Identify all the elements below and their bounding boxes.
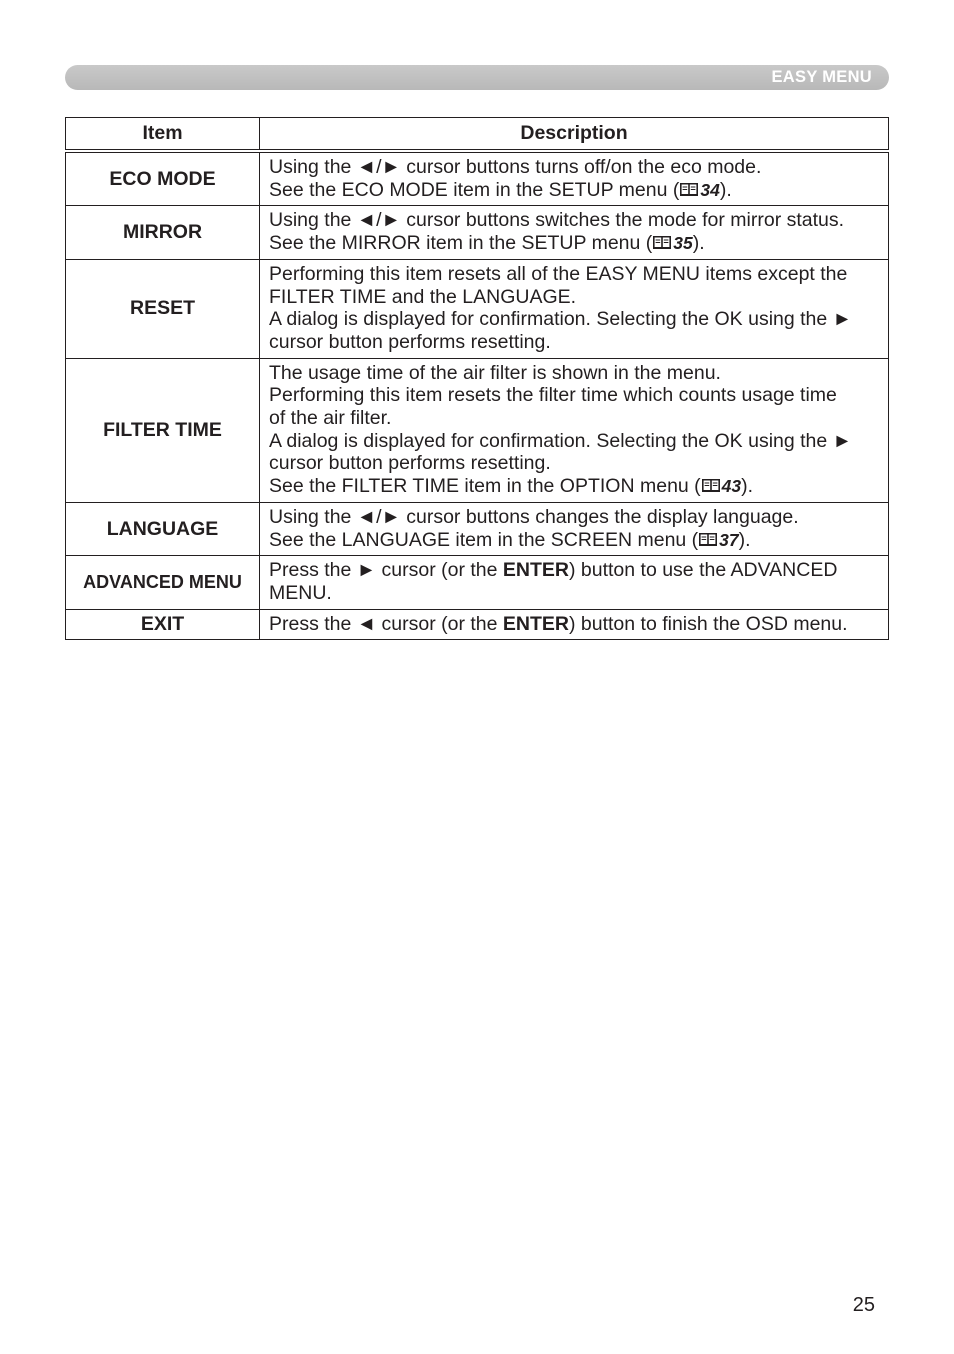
table-header-row bbox=[66, 118, 889, 152]
description-line: Press the ◄ cursor (or the ENTER) button to finish the OSD menu. bbox=[269, 612, 848, 635]
easy-menu-table bbox=[65, 117, 889, 640]
item-description bbox=[260, 502, 889, 555]
item-description bbox=[260, 151, 889, 206]
table-row bbox=[66, 502, 889, 555]
book-reference-icon bbox=[679, 182, 699, 197]
table-row bbox=[66, 556, 889, 609]
table-row bbox=[66, 609, 889, 640]
item-name: RESET bbox=[66, 259, 260, 358]
enter-keyword: ENTER bbox=[502, 559, 569, 582]
description-line: See the MIRROR item in the SETUP menu ( 35). bbox=[269, 232, 705, 255]
book-reference-icon bbox=[701, 478, 721, 493]
description-line: See the LANGUAGE item in the SCREEN menu ( 37). bbox=[269, 528, 751, 551]
description-line: FILTER TIME and the LANGUAGE. bbox=[269, 285, 577, 308]
description-line: cursor button performs resetting. bbox=[269, 330, 551, 353]
description-line: Press the ► cursor (or the ENTER) button to use the ADVANCED bbox=[269, 559, 838, 582]
table-row bbox=[66, 151, 889, 206]
item-name: FILTER TIME bbox=[66, 358, 260, 502]
description-line: Performing this item resets the filter time which counts usage time bbox=[269, 384, 837, 407]
description-line: See the FILTER TIME item in the OPTION menu ( 43). bbox=[269, 475, 754, 498]
item-name: ADVANCED MENU bbox=[66, 556, 260, 609]
item-description bbox=[260, 206, 889, 259]
book-reference-icon bbox=[698, 532, 718, 547]
book-reference-icon bbox=[652, 235, 672, 250]
section-header-bar bbox=[65, 65, 889, 90]
description-line: cursor button performs resetting. bbox=[269, 452, 551, 475]
description-line: Using the ◄/► cursor buttons turns off/on the eco mode. bbox=[269, 156, 762, 178]
page-number: 25 bbox=[852, 1294, 875, 1316]
description-line: Performing this item resets all of the EASY MENU items except the bbox=[269, 262, 848, 285]
item-description bbox=[260, 259, 889, 358]
table-row bbox=[66, 358, 889, 502]
page-reference: 43 bbox=[721, 476, 742, 497]
item-description bbox=[260, 358, 889, 502]
column-header-description: Description bbox=[260, 118, 889, 152]
page-reference: 35 bbox=[673, 233, 693, 254]
item-name: MIRROR bbox=[66, 206, 260, 259]
description-line: A dialog is displayed for confirmation. Selecting the OK using the ► bbox=[269, 308, 852, 331]
page-reference: 37 bbox=[719, 529, 739, 550]
table-row bbox=[66, 206, 889, 259]
description-line: The usage time of the air filter is shown in the menu. bbox=[269, 361, 721, 384]
section-header-title: EASY MENU bbox=[771, 68, 872, 86]
column-header-item: Item bbox=[66, 118, 260, 152]
description-line: of the air filter. bbox=[269, 407, 392, 430]
description-line: A dialog is displayed for confirmation. Selecting the OK using the ► bbox=[269, 429, 852, 452]
enter-keyword: ENTER bbox=[502, 612, 569, 635]
item-name: ECO MODE bbox=[66, 151, 260, 206]
description-line: MENU. bbox=[269, 581, 332, 604]
item-description bbox=[260, 556, 889, 609]
item-description bbox=[260, 609, 889, 640]
description-line: Using the ◄/► cursor buttons switches the mode for mirror status. bbox=[269, 209, 845, 232]
table-row bbox=[66, 259, 889, 358]
item-name: LANGUAGE bbox=[66, 502, 260, 555]
description-line: Using the ◄/► cursor buttons changes the display language. bbox=[269, 505, 799, 528]
page-reference: 34 bbox=[700, 179, 720, 200]
description-line: See the ECO MODE item in the SETUP menu ( 34). bbox=[269, 178, 732, 201]
item-name: EXIT bbox=[66, 609, 260, 640]
